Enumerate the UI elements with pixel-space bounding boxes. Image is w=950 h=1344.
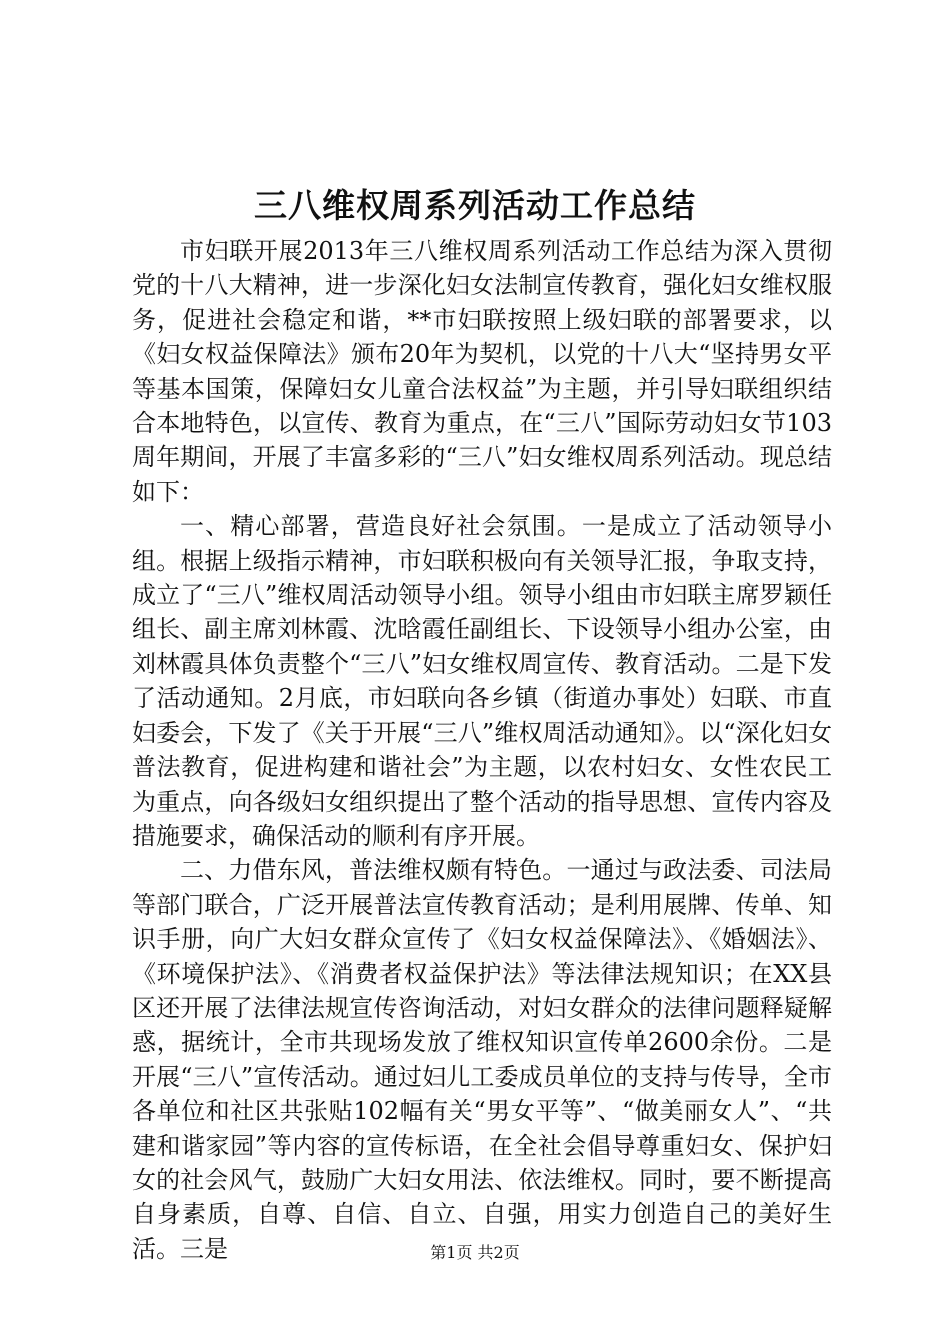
page-footer: 第1页 共2页 xyxy=(430,1243,520,1262)
document-title: 三八维权周系列活动工作总结 xyxy=(254,186,696,225)
document-body xyxy=(132,234,832,1266)
paragraph-intro: 市妇联开展2013年三八维权周系列活动工作总结为深入贯彻党的十八大精神，进一步深化妇女法制宣传教育，强化妇女维权服务，促进社会稳定和谐，**市妇联按照上级妇联的部署要求，以《妇女权益保障法》颁布20年为契机，以党的十八大“坚持男女平等基本国策，保障妇女儿童合法权益”为主题，并引导妇联组织结合本地特色，以宣传、教育为重点，在“三八”国际劳动妇女节103周年期间，开展了丰富多彩的“三八”妇女维权周系列活动。现总结如下： xyxy=(132,237,832,506)
paragraph-section-2: 二、力借东风，普法维权颇有特色。一通过与政法委、司法局等部门联合，广泛开展普法宣传教育活动；是利用展牌、传单、知识手册，向广大妇女群众宣传了《妇女权益保障法》、《婚姻法》、《环境保护法》、《消费者权益保护法》等法律法规知识；在XX县区还开展了法律法规宣传咨询活动，对妇女群众的法律问题释疑解惑，据统计，全市共现场发放了维权知识宣传单2600余份。二是开展“三八”宣传活动。通过妇儿工委成员单位的支持与传导，全市各单位和社区共张贴102幅有关“男女平等”、“做美丽女人”、“共建和谐家园”等内容的宣传标语，在全社会倡导尊重妇女、保护妇女的社会风气，鼓励广大妇女用法、依法维权。同时，要不断提高自身素质，自尊、自信、自立、自强，用实力创造自己的美好生活。三是 xyxy=(132,856,832,1263)
paragraph-section-1: 一、精心部署，营造良好社会氛围。一是成立了活动领导小组。根据上级指示精神，市妇联积极向有关领导汇报，争取支持，成立了“三八”维权周活动领导小组。领导小组由市妇联主席罗颖任组长、副主席刘林霞、沈晗霞任副组长、下设领导小组办公室，由刘林霞具体负责整个“三八”妇女维权周宣传、教育活动。二是下发了活动通知。2月底，市妇联向各乡镇（街道办事处）妇联、市直妇委会，下发了《关于开展“三八”维权周活动通知》。以“深化妇女普法教育，促进构建和谐社会”为主题，以农村妇女、女性农民工为重点，向各级妇女组织提出了整个活动的指导思想、宣传内容及措施要求，确保活动的顺利有序开展。 xyxy=(132,512,832,850)
